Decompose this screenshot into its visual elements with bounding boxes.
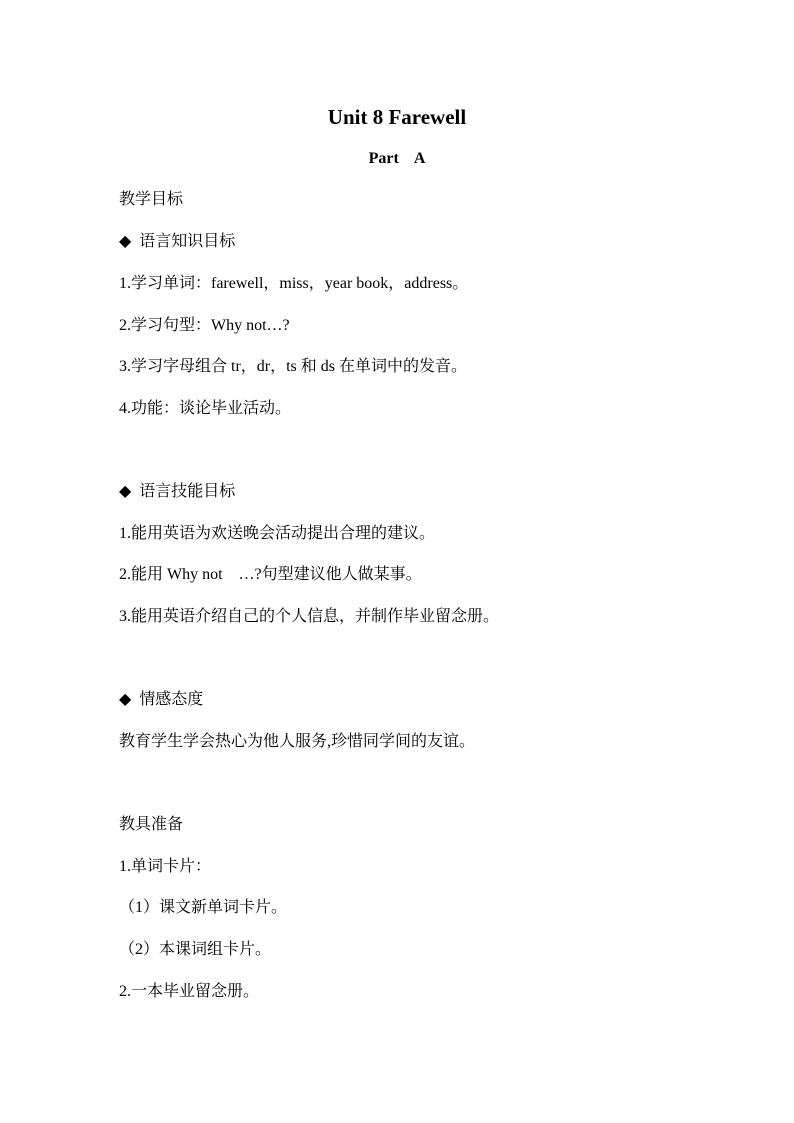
document-title: Unit 8 Farewell (327, 105, 467, 129)
list-item: 3.学习字母组合 tr，dr，ts 和 ds 在单词中的发音。 (119, 358, 468, 375)
list-item: 3.能用英语介绍自己的个人信息，并制作毕业留念册。 (119, 608, 500, 625)
heading-teaching-goals: 教学目标 (119, 191, 184, 208)
heading-emotional-attitude: ◆ 情感态度 (119, 691, 204, 708)
list-item: 1.单词卡片： (119, 858, 212, 875)
list-item: 1.学习单词：farewell，miss，year book，address。 (119, 275, 469, 292)
list-item: 2.一本毕业留念册。 (119, 983, 260, 1000)
list-item: 2.学习句型：Why not…? (119, 317, 290, 334)
list-item: 2.能用 Why not …?句型建议他人做某事。 (119, 566, 422, 583)
heading-teaching-aids: 教具准备 (119, 816, 184, 833)
paragraph: 教育学生学会热心为他人服务,珍惜同学间的友谊。 (119, 733, 476, 750)
heading-language-knowledge: ◆ 语言知识目标 (119, 233, 236, 250)
list-item: （2）本课词组卡片。 (119, 941, 272, 958)
heading-language-skills: ◆ 语言技能目标 (119, 483, 236, 500)
document-subtitle: Part A (368, 150, 426, 167)
list-item: （1）课文新单词卡片。 (119, 899, 288, 916)
list-item: 1.能用英语为欢送晚会活动提出合理的建议。 (119, 525, 436, 542)
list-item: 4.功能：谈论毕业活动。 (119, 400, 292, 417)
